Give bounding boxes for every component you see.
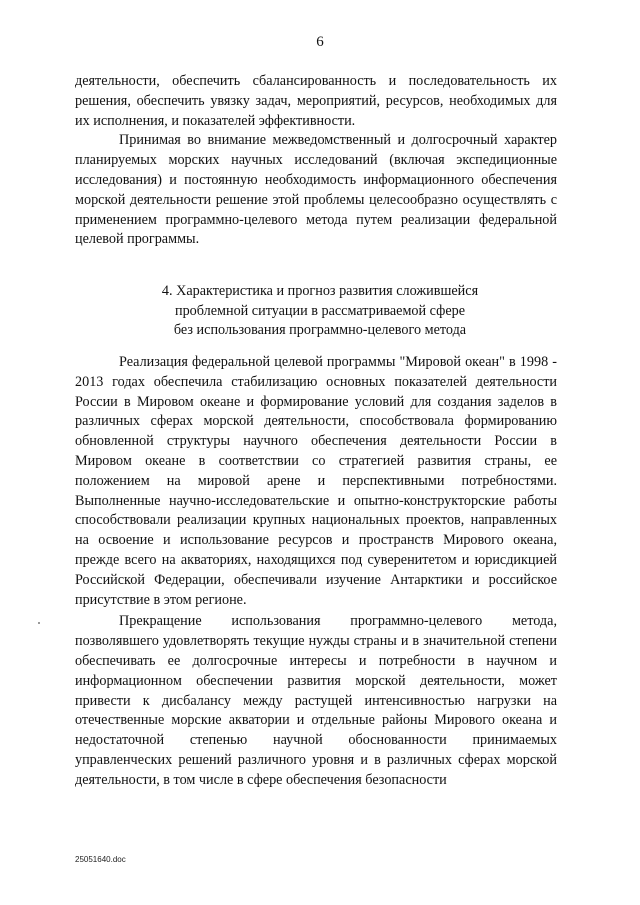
top-text-block: [75, 72, 557, 250]
section-heading: [100, 282, 540, 341]
page-number: 6: [316, 34, 324, 50]
section-heading-line-1: 4. Характеристика и прогноз развития сложившейся: [161, 283, 479, 299]
paragraph-termination-risks: Прекращение использования программно-целевого метода, позволявшего удовлетворять текущие нужды страны и в значительной степени обеспечивать ее долгосрочные интересы и потребности в научном и информационном обеспечении развития морской деятельности, может привести к дисбалансу между растущей интенсивностью нагрузки на отечественные морские акватории и отдельные районы Мирового океана и недостаточной степенью научной обоснованности принимаемых управленческих решений различного уровня и в различных сферах морской деятельности, в том числе в сфере обеспечения безопасности: [75, 613, 557, 788]
section-heading-line-3: без использования программно-целевого метода: [173, 322, 467, 338]
main-text-block: [75, 353, 557, 791]
scan-mark: [38, 622, 40, 624]
section-heading-line-2: проблемной ситуации в рассматриваемой сфере: [174, 302, 466, 319]
paragraph-program-results: Реализация федеральной целевой программы "Мировой океан" в 1998 - 2013 годах обеспечила стабилизацию основных показателей деятельности России в Мировом океане и формирование условий для создания заделов в различных сферах морской деятельности, способствовала формированию обновленной структуры научного обеспечения деятельности России в Мировом океане в соответствии со стратегией развития страны, ее положением на мировой арене и перспективными потребностями. Выполненные научно-исследовательские и опытно-конструкторские работы способствовали реализации крупных национальных проектов, направленных на освоение и использование ресурсов и пространств Мирового океана, прежде всего на акваториях, находящихся под суверенитетом и юрисдикцией Российской Федерации, обеспечивали изучение Антарктики и российское присутствие в этом регионе.: [75, 354, 557, 608]
paragraph-continuation: деятельности, обеспечить сбалансированность и последовательность их решения, обеспечить увязку задач, мероприятий, ресурсов, необходимых для их исполнения, и показателей эффективности.: [75, 73, 557, 129]
document-filename: 25051640.doc: [75, 855, 126, 864]
paragraph-program-method: Принимая во внимание межведомственный и долгосрочный характер планируемых морских научных исследований (включая экспедиционные исследования) и постоянную необходимость информационного обеспечения морской деятельности решение этой проблемы целесообразно осуществлять с применением программно-целевого метода путем реализации федеральной целевой программы.: [75, 132, 557, 248]
